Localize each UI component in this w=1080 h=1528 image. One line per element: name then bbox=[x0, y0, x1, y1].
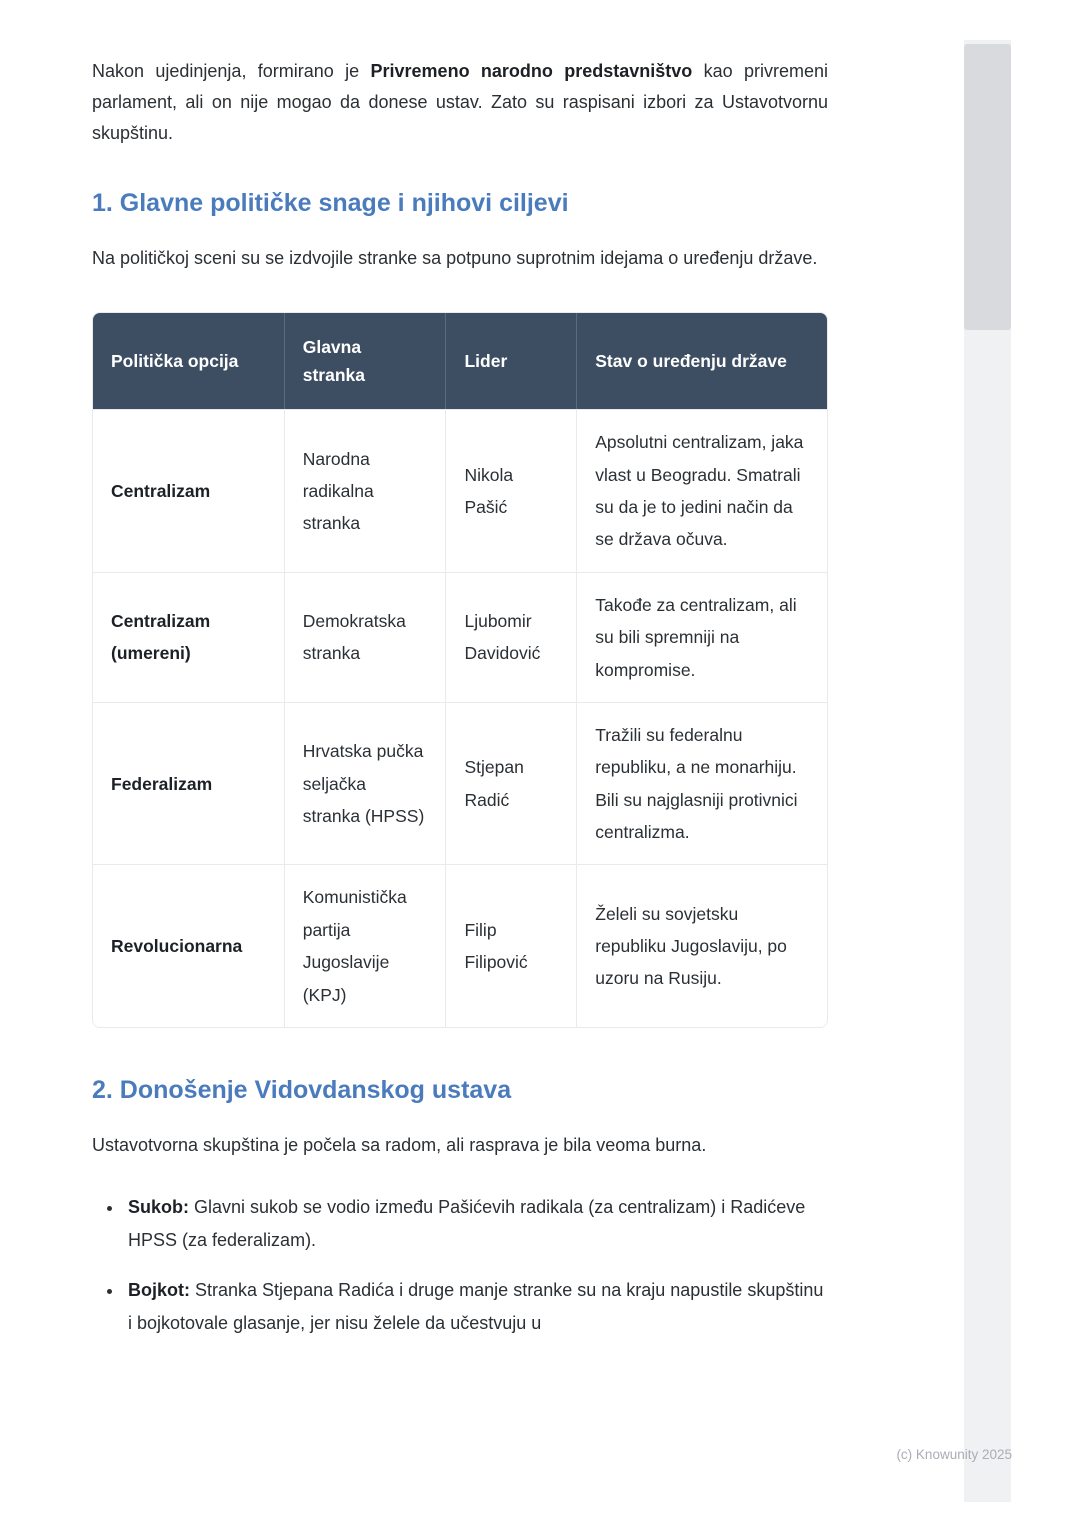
intro-text-pre: Nakon ujedinjenja, formirano je bbox=[92, 61, 371, 81]
cell-stance: Želeli su sovjetsku republiku Jugoslaviju, po uzoru na Rusiju. bbox=[577, 864, 827, 1027]
scrollbar-track[interactable] bbox=[964, 40, 1011, 1502]
section-1-heading: 1. Glavne političke snage i njihovi ciljevi bbox=[92, 188, 569, 217]
scrollbar-thumb[interactable] bbox=[964, 44, 1011, 330]
copyright-text: (c) Knowunity 2025 bbox=[896, 1447, 1012, 1462]
section-2-paragraph: Ustavotvorna skupština je počela sa radom, ali rasprava je bila veoma burna. bbox=[92, 1135, 707, 1156]
section-2-heading: 2. Donošenje Vidovdanskog ustava bbox=[92, 1075, 512, 1104]
cell-option: Centralizam bbox=[93, 409, 285, 572]
section-1-paragraph: Na političkoj sceni su se izdvojile stranke sa potpuno suprotnim idejama o uređenju države. bbox=[92, 248, 818, 269]
cell-party: Narodna radikalna stranka bbox=[285, 409, 447, 572]
table-row bbox=[93, 864, 827, 1027]
intro-text-bold: Privremeno narodno predstavništvo bbox=[370, 61, 693, 81]
cell-leader: Stjepan Radić bbox=[446, 702, 577, 865]
cell-option: Revolucionarna bbox=[93, 864, 285, 1027]
document-content bbox=[92, 0, 828, 1357]
cell-stance: Takođe za centralizam, ali su bili spremniji na kompromise. bbox=[577, 572, 827, 702]
bullet-list bbox=[92, 1191, 828, 1339]
cell-party: Hrvatska pučka seljačka stranka (HPSS) bbox=[285, 702, 447, 865]
cell-stance: Tražili su federalnu republiku, a ne monarhiju. Bili su najglasniji protivnici centralizma. bbox=[577, 702, 827, 865]
cell-option: Federalizam bbox=[93, 702, 285, 865]
cell-leader: Filip Filipović bbox=[446, 864, 577, 1027]
cell-leader: Nikola Pašić bbox=[446, 409, 577, 572]
bullet-item-sukob bbox=[124, 1191, 828, 1256]
bullet-item-bojkot bbox=[124, 1274, 828, 1339]
cell-leader: Ljubomir Davidović bbox=[446, 572, 577, 702]
table-row bbox=[93, 702, 827, 865]
political-options-table bbox=[92, 312, 828, 1028]
table-row bbox=[93, 572, 827, 702]
table-header-stav: Stav o uređenju države bbox=[577, 313, 827, 409]
table-header-politicka-opcija: Politička opcija bbox=[93, 313, 285, 409]
intro-paragraph bbox=[92, 56, 828, 149]
cell-stance: Apsolutni centralizam, jaka vlast u Beogradu. Smatrali su da je to jedini način da se država očuva. bbox=[577, 409, 827, 572]
cell-option: Centralizam (umereni) bbox=[93, 572, 285, 702]
table-header-glavna-stranka: Glavna stranka bbox=[285, 313, 447, 409]
bullet-text: Glavni sukob se vodio između Pašićevih radikala (za centralizam) i Radićeve HPSS (za federalizam). bbox=[128, 1197, 806, 1250]
table-header-row bbox=[93, 313, 827, 409]
bullet-text: Stranka Stjepana Radića i druge manje stranke su na kraju napustile skupštinu i bojkotovale glasanje, jer nisu želele da učestvuju u bbox=[128, 1280, 824, 1333]
cell-party: Komunistička partija Jugoslavije (KPJ) bbox=[285, 864, 447, 1027]
table-row bbox=[93, 409, 827, 572]
bullet-lead: Bojkot: bbox=[128, 1280, 190, 1301]
bullet-lead: Sukob: bbox=[128, 1197, 189, 1218]
intro-text-post: kao privremeni parlament, ali on nije mogao da donese ustav. Zato su raspisani izbori za Ustavotvornu skupštinu. bbox=[92, 61, 829, 143]
table-header-lider: Lider bbox=[446, 313, 577, 409]
cell-party: Demokratska stranka bbox=[285, 572, 447, 702]
